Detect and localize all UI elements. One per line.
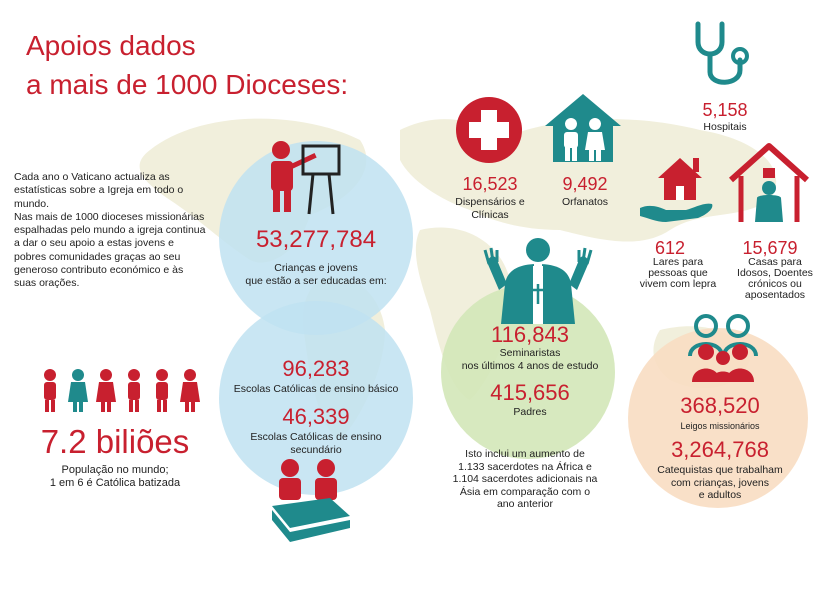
page-title xyxy=(26,26,348,104)
increase-note-2: 1.133 sacerdotes na África e xyxy=(458,460,592,473)
catechists-label-3: e adultos xyxy=(698,489,742,501)
leprosy-label-1: Lares para xyxy=(652,256,704,268)
catechists-label-1: Catequistas que trabalham xyxy=(657,464,783,476)
primary-schools-label: Escolas Católicas de ensino básico xyxy=(233,383,399,395)
children-label xyxy=(216,262,416,287)
increase-note-1: Isto inclui um aumento de xyxy=(465,448,585,460)
increase-note xyxy=(440,448,610,511)
priests-label: Padres xyxy=(513,406,547,418)
children-label-1: Crianças e jovens xyxy=(274,262,358,274)
seminarians-label xyxy=(440,347,620,372)
lay-missionaries-value: 368,520 xyxy=(680,393,760,418)
population-value: 7.2 biliões xyxy=(40,423,190,460)
house-hand-icon xyxy=(638,150,718,230)
priest-icon xyxy=(483,236,593,326)
increase-note-4: Ásia em comparação com o xyxy=(459,485,591,498)
elderly-label-1: Casas para xyxy=(748,256,802,268)
elderly-value: 15,679 xyxy=(742,238,798,258)
seminarians-label-1: Seminaristas xyxy=(499,347,561,359)
lay-missionaries-label: Leigos missionários xyxy=(680,421,760,431)
lay-people-icon xyxy=(688,312,760,384)
population-label xyxy=(20,464,210,489)
orphanages-value: 9,492 xyxy=(562,174,608,194)
children-value: 53,277,784 xyxy=(255,226,377,253)
dispensaries-value: 16,523 xyxy=(462,174,518,194)
intro-paragraph-2: Nas mais de 1000 dioceses missionárias espalhadas pelo mundo a igreja continua a dar o seu apoio a estas jovens e pobres comunidades graças ao seu generoso contributo económico e às suas orações. xyxy=(14,210,206,290)
teacher-icon xyxy=(265,140,345,220)
dispensaries-label-1: Dispensários e xyxy=(455,196,525,208)
priests-value: 415,656 xyxy=(490,380,570,405)
seminarians-value: 116,843 xyxy=(491,322,569,347)
secondary-schools-value: 46,339 xyxy=(282,404,350,429)
population-label-1: População no mundo; xyxy=(61,464,169,476)
children-label-2: que estão a ser educadas em: xyxy=(245,274,387,287)
stethoscope-icon xyxy=(690,22,760,92)
leprosy-value: 612 xyxy=(654,238,686,258)
primary-schools-value: 96,283 xyxy=(282,356,350,381)
population-label-2: 1 em 6 é Católica batizada xyxy=(49,476,181,489)
elderly-label-4: aposentados xyxy=(744,289,806,301)
hospitals-value: 5,158 xyxy=(702,100,748,120)
orphanage-icon xyxy=(543,92,623,167)
secondary-schools-label-1: Escolas Católicas de ensino xyxy=(250,431,382,443)
hospitals-label: Hospitais xyxy=(703,121,747,133)
title-line-2: a mais de 1000 Dioceses: xyxy=(26,69,349,100)
catechists-label-2: com crianças, jovens xyxy=(670,476,770,489)
catechists-value: 3,264,768 xyxy=(671,437,769,462)
increase-note-3: 1.104 sacerdotes adicionais na xyxy=(452,473,598,485)
dispensaries-label-2: Clínicas xyxy=(471,208,509,221)
elderly-home-icon xyxy=(727,140,812,225)
catechists-label xyxy=(640,464,800,502)
leprosy-label-3: vivem com lepra xyxy=(639,278,717,290)
elderly-label-3: crónicos ou xyxy=(748,278,802,290)
dispensaries-label xyxy=(430,196,550,221)
secondary-schools-label xyxy=(216,431,416,456)
children-row-icon xyxy=(40,367,200,417)
medical-cross-icon xyxy=(455,96,525,166)
leprosy-label xyxy=(628,257,728,290)
children-book-icon xyxy=(268,458,358,548)
elderly-label-2: Idosos, Doentes xyxy=(737,267,813,279)
intro-text xyxy=(14,171,206,291)
seminarians-label-2: nos últimos 4 anos de estudo xyxy=(461,359,599,372)
leprosy-label-2: pessoas que xyxy=(648,267,708,279)
orphanages-label: Orfanatos xyxy=(561,196,609,208)
intro-paragraph-1: Cada ano o Vaticano actualiza as estatísticas sobre a Igreja em todo o mundo. xyxy=(14,171,184,210)
elderly-label xyxy=(720,257,830,301)
title-line-1: Apoios dados xyxy=(26,30,196,61)
secondary-schools-label-2: secundário xyxy=(290,443,342,456)
increase-note-5: ano anterior xyxy=(496,498,554,510)
